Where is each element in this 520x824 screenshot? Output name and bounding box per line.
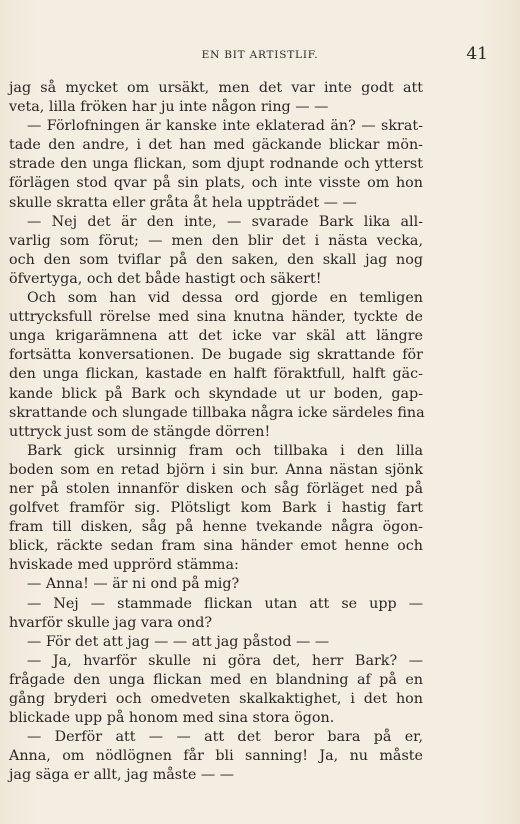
text-line: öfvertyga, och det både hastigt och säkert! xyxy=(9,270,322,287)
text-line: — För det att jag — — att jag påstod — — xyxy=(27,633,330,650)
text-line: tade den andre, i det han med gäckande blickar mön- xyxy=(9,137,423,154)
body-text xyxy=(9,79,423,785)
text-line: förlägen stod qvar på sin plats, och inte visste om hon xyxy=(9,175,423,192)
text-line: och den som tviflar på den saken, den skall jag nog xyxy=(9,251,423,268)
text-line: skulle skratta eller gråta åt hela uppträdet — — xyxy=(9,194,357,211)
text-line: — Derför att — — att det beror bara på er, xyxy=(27,729,423,746)
text-line: — Nej det är den inte, — svarade Bark lika all- xyxy=(27,213,423,230)
text-line: boden som en retad björn i sin bur. Anna nästan sjönk xyxy=(9,461,423,478)
text-line: — Nej — stammade flickan utan att se upp — xyxy=(27,595,423,612)
running-title: EN BIT ARTISTLIF. xyxy=(201,49,319,61)
text-line: Och som han vid dessa ord gjorde en temligen xyxy=(27,290,423,307)
text-line: jag säga er allt, jag måste — — xyxy=(9,767,235,784)
text-line: hviskade med upprörd stämma: xyxy=(9,557,239,574)
text-line: fram till disken, såg på henne tvekande några ögon- xyxy=(9,519,423,536)
text-line: golfvet framför sig. Plötsligt kom Bark i hastig fart xyxy=(9,500,423,517)
text-line: den unga flickan, kastade en halft föraktfull, halft gäc- xyxy=(9,366,423,383)
text-line: blickade upp på honom med sina stora ögon. xyxy=(9,710,335,727)
text-line: fortsätta konversationen. De bugade sig skrattande för xyxy=(9,347,423,364)
text-line: Anna, om nödlögnen får bli sanning! Ja, nu måste xyxy=(9,748,423,765)
text-line: blick, räckte sedan fram sina händer emot henne och xyxy=(9,538,423,555)
text-line: ner på stolen innanför disken och såg förläget ned på xyxy=(9,480,423,497)
text-line: varlig som förut; — men den blir det i nästa vecka, xyxy=(9,232,423,249)
text-line: kande blick på Bark och skyndade ut ur boden, gap- xyxy=(9,385,423,402)
text-line: — Förlofningen är kanske inte eklaterad än? — skrat- xyxy=(27,118,423,135)
text-line: hvarför skulle jag vara ond? xyxy=(9,614,213,631)
text-line: jag så mycket om ursäkt, men det var inte godt att xyxy=(9,80,423,96)
text-line: — Ja, hvarför skulle ni göra det, herr Bark? — xyxy=(27,652,423,669)
text-line: frågade den unga flickan med en blandning af på en xyxy=(9,671,423,688)
text-line: — Anna! — är ni ond på mig? xyxy=(27,576,240,593)
text-line: uttryck just som de stängde dörren! xyxy=(9,423,271,440)
text-line: gång bryderi och omedveten skalkaktighet, i det hon xyxy=(9,691,423,707)
text-line: strade den unga flickan, som djupt rodnande och ytterst xyxy=(9,156,423,173)
page-header xyxy=(40,44,508,68)
text-line: skrattande och slungade tillbaka några icke särdeles fina xyxy=(9,404,425,421)
page-number: 41 xyxy=(466,44,488,64)
text-line: veta, lilla fröken har ju inte någon ring — — xyxy=(9,99,329,116)
text-line: unga krigarämnena att det icke var skäl att längre xyxy=(9,328,423,345)
text-line: Bark gick ursinnig fram och tillbaka i den lilla xyxy=(27,442,423,459)
text-line: uttrycksfull rörelse med sina knutna händer, tyckte de xyxy=(9,309,423,326)
